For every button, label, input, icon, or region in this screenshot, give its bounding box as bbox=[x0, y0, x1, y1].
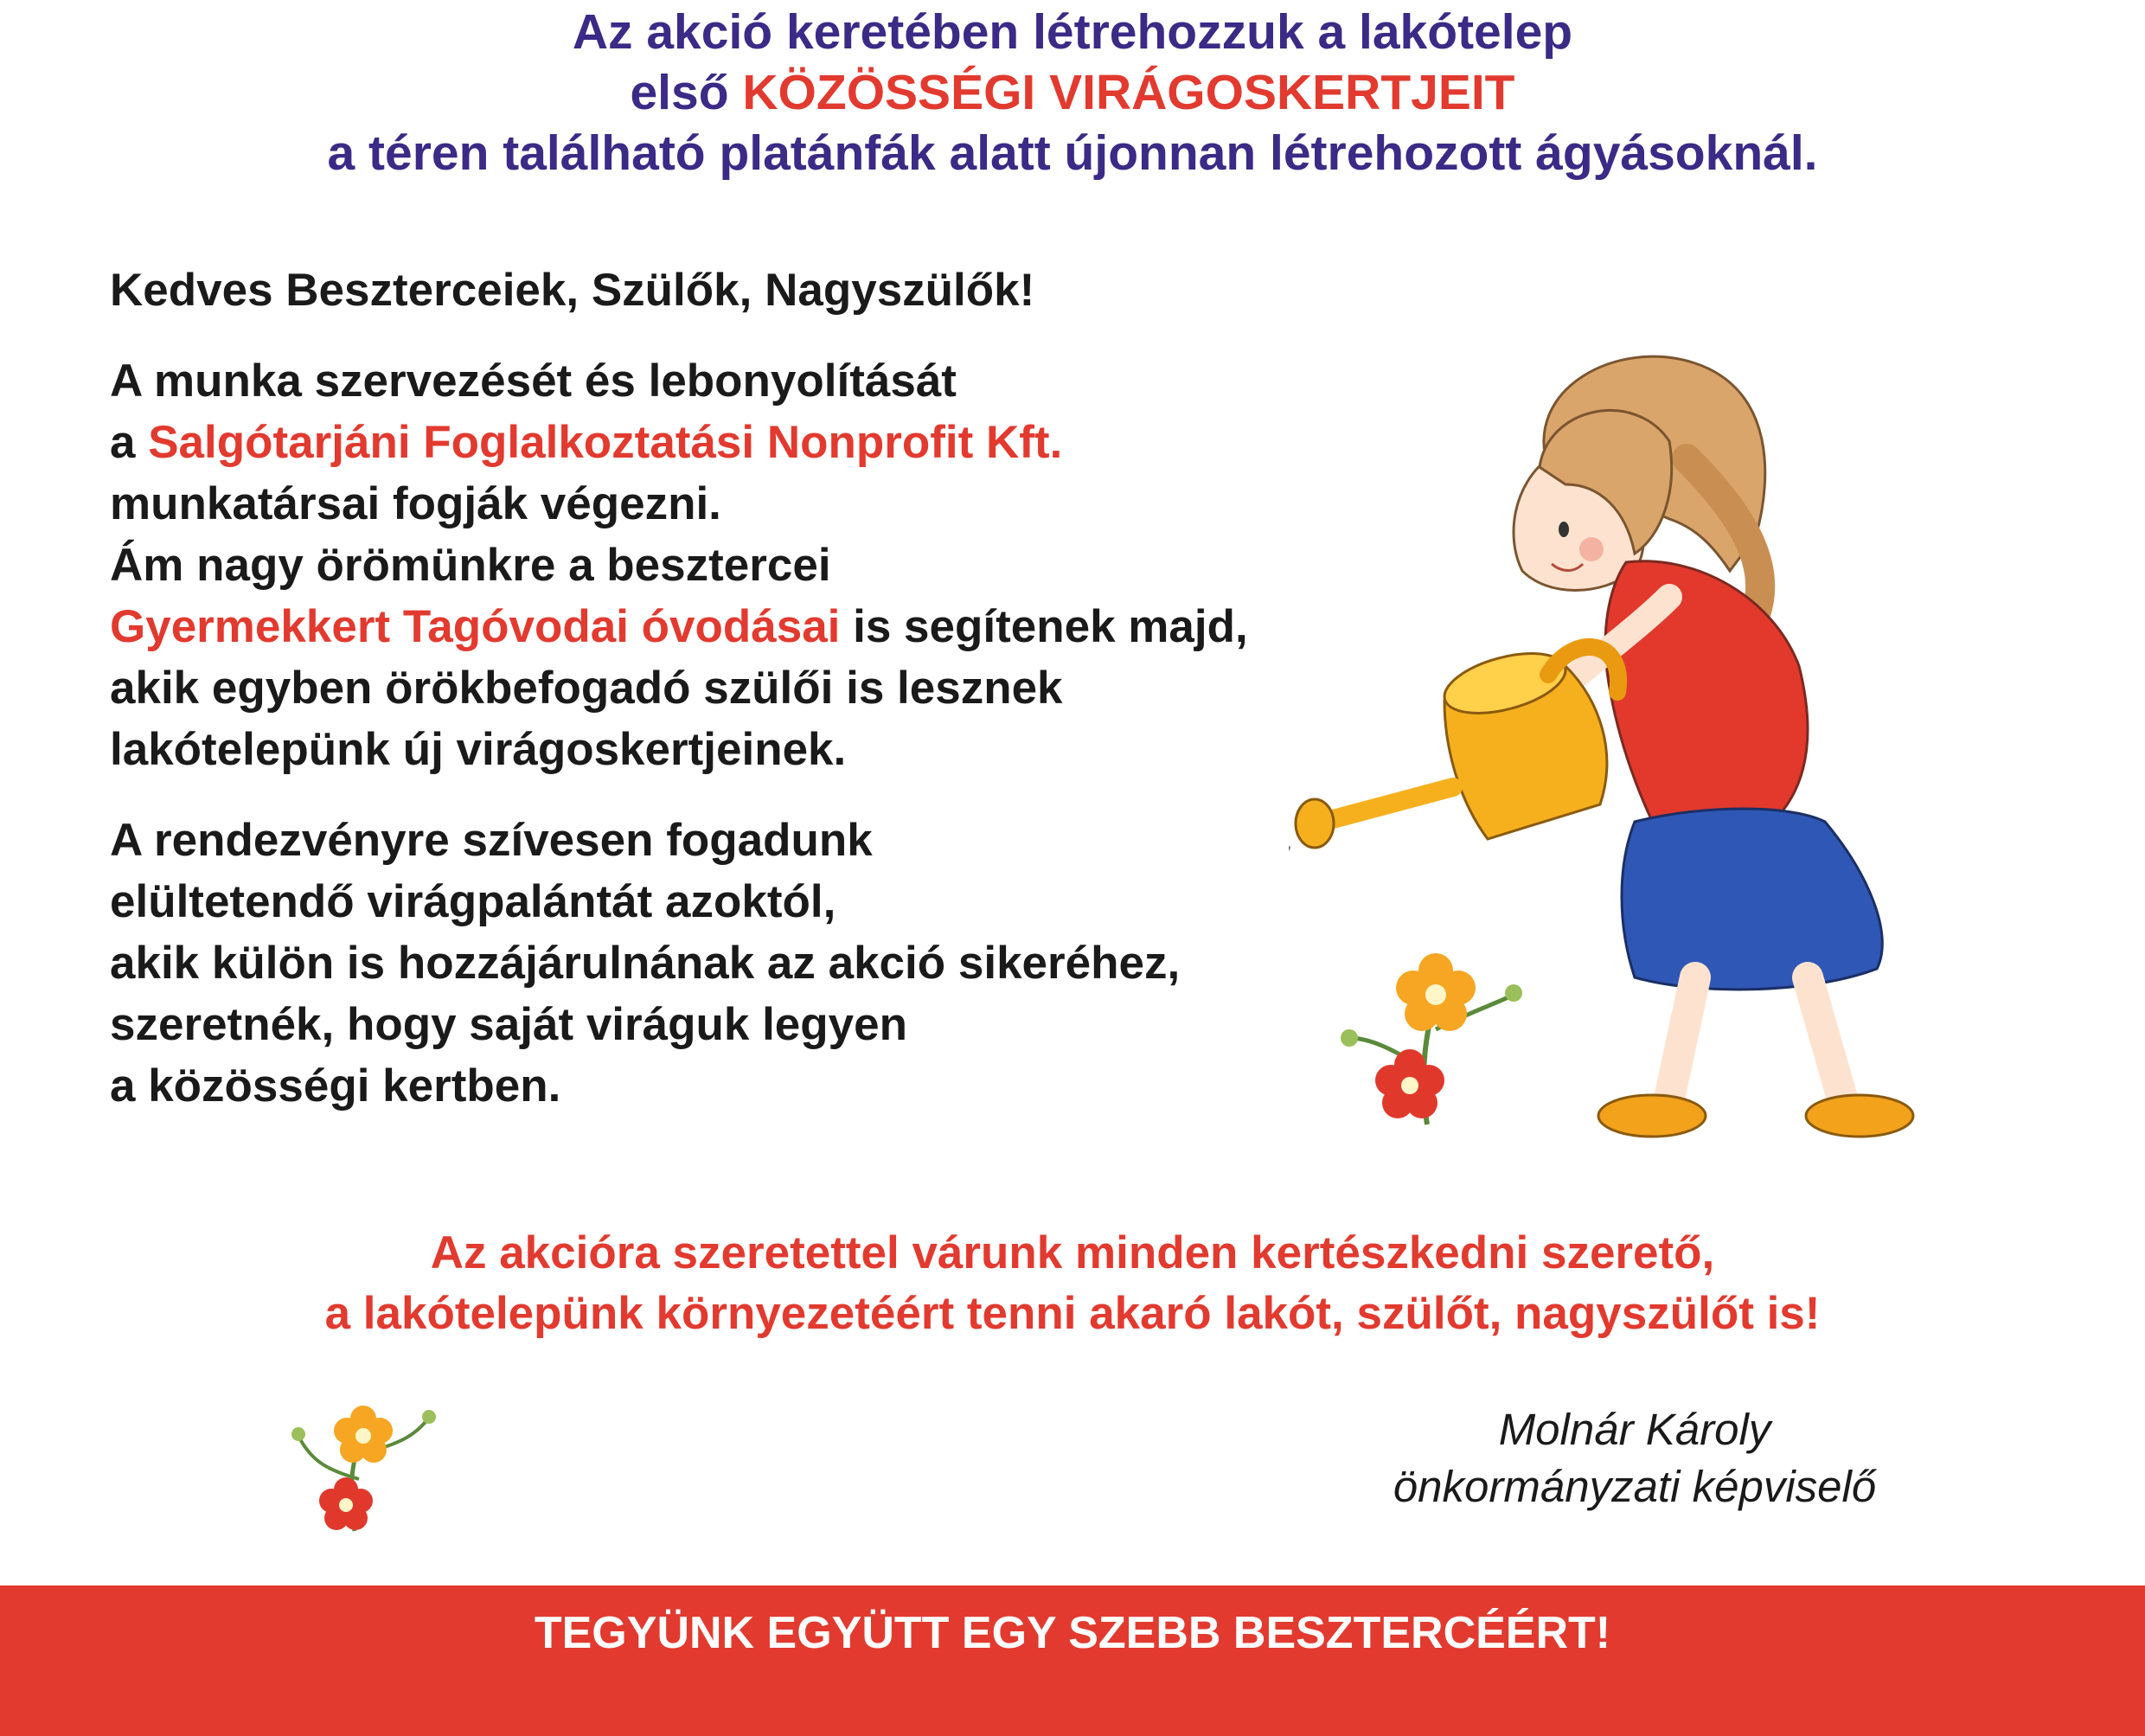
closing-line-1: Az akcióra szeretettel várunk minden kertészkedni szerető, bbox=[430, 1227, 1715, 1278]
header-highlight: KÖZÖSSÉGI VIRÁGOSKERTJEIT bbox=[742, 65, 1515, 120]
paragraph-seedlings bbox=[110, 810, 1390, 1117]
p1-line-4: Ám nagy örömünkre a besztercei bbox=[110, 540, 831, 591]
signature-name: Molnár Károly bbox=[1498, 1405, 1771, 1454]
kindergarten-name: Gyermekkert Tagóvodai óvodásai bbox=[110, 601, 841, 652]
signature bbox=[1315, 1401, 1955, 1515]
p2-line-3: akik külön is hozzájárulnának az akció sikeréhez, bbox=[110, 938, 1181, 989]
closing-invitation bbox=[0, 1223, 2145, 1344]
p2-line-5: a közösségi kertben. bbox=[110, 1060, 561, 1111]
flowers-illustration bbox=[277, 1384, 450, 1540]
flowers-illustration bbox=[1323, 900, 1531, 1142]
header-line-2 bbox=[0, 62, 2145, 123]
body-text bbox=[110, 259, 1390, 1117]
p2-line-2: elültetendő virágpalántát azoktól, bbox=[110, 876, 836, 927]
p1-line-6: akik egyben örökbefogadó szülői is lesznek bbox=[110, 663, 1063, 714]
footer-slogan: TEGYÜNK EGYÜTT EGY SZEBB BESZTERCÉÉRT! bbox=[534, 1608, 1611, 1658]
paragraph-organizers bbox=[110, 350, 1390, 780]
footer-banner bbox=[0, 1585, 2145, 1736]
p1-line-5-suffix: is segítenek majd, bbox=[840, 601, 1248, 652]
p1-line-3: munkatársai fogják végezni. bbox=[110, 478, 721, 529]
p1-line-2-prefix: a bbox=[110, 417, 149, 468]
header-line-3: a téren található platánfák alatt újonnan létrehozott ágyásoknál. bbox=[327, 125, 1818, 181]
organizer-name: Salgótarjáni Foglalkoztatási Nonprofit Kft. bbox=[148, 417, 1063, 468]
p1-line-1: A munka szervezését és lebonyolítását bbox=[110, 356, 957, 407]
p2-line-1: A rendezvényre szívesen fogadunk bbox=[110, 815, 873, 866]
header bbox=[0, 0, 2145, 183]
header-line-2-prefix: első bbox=[630, 65, 743, 120]
greeting: Kedves Beszterceiek, Szülők, Nagyszülők! bbox=[110, 265, 1035, 316]
p1-line-7: lakótelepünk új virágoskertjeinek. bbox=[110, 724, 847, 775]
p2-line-4: szeretnék, hogy saját viráguk legyen bbox=[110, 999, 907, 1050]
header-line-1: Az akció keretében létrehozzuk a lakótelep bbox=[572, 4, 1573, 60]
signature-title: önkormányzati képviselő bbox=[1393, 1462, 1877, 1511]
closing-line-2: a lakótelepünk környezetéért tenni akaró lakót, szülőt, nagyszülőt is! bbox=[324, 1288, 1821, 1339]
